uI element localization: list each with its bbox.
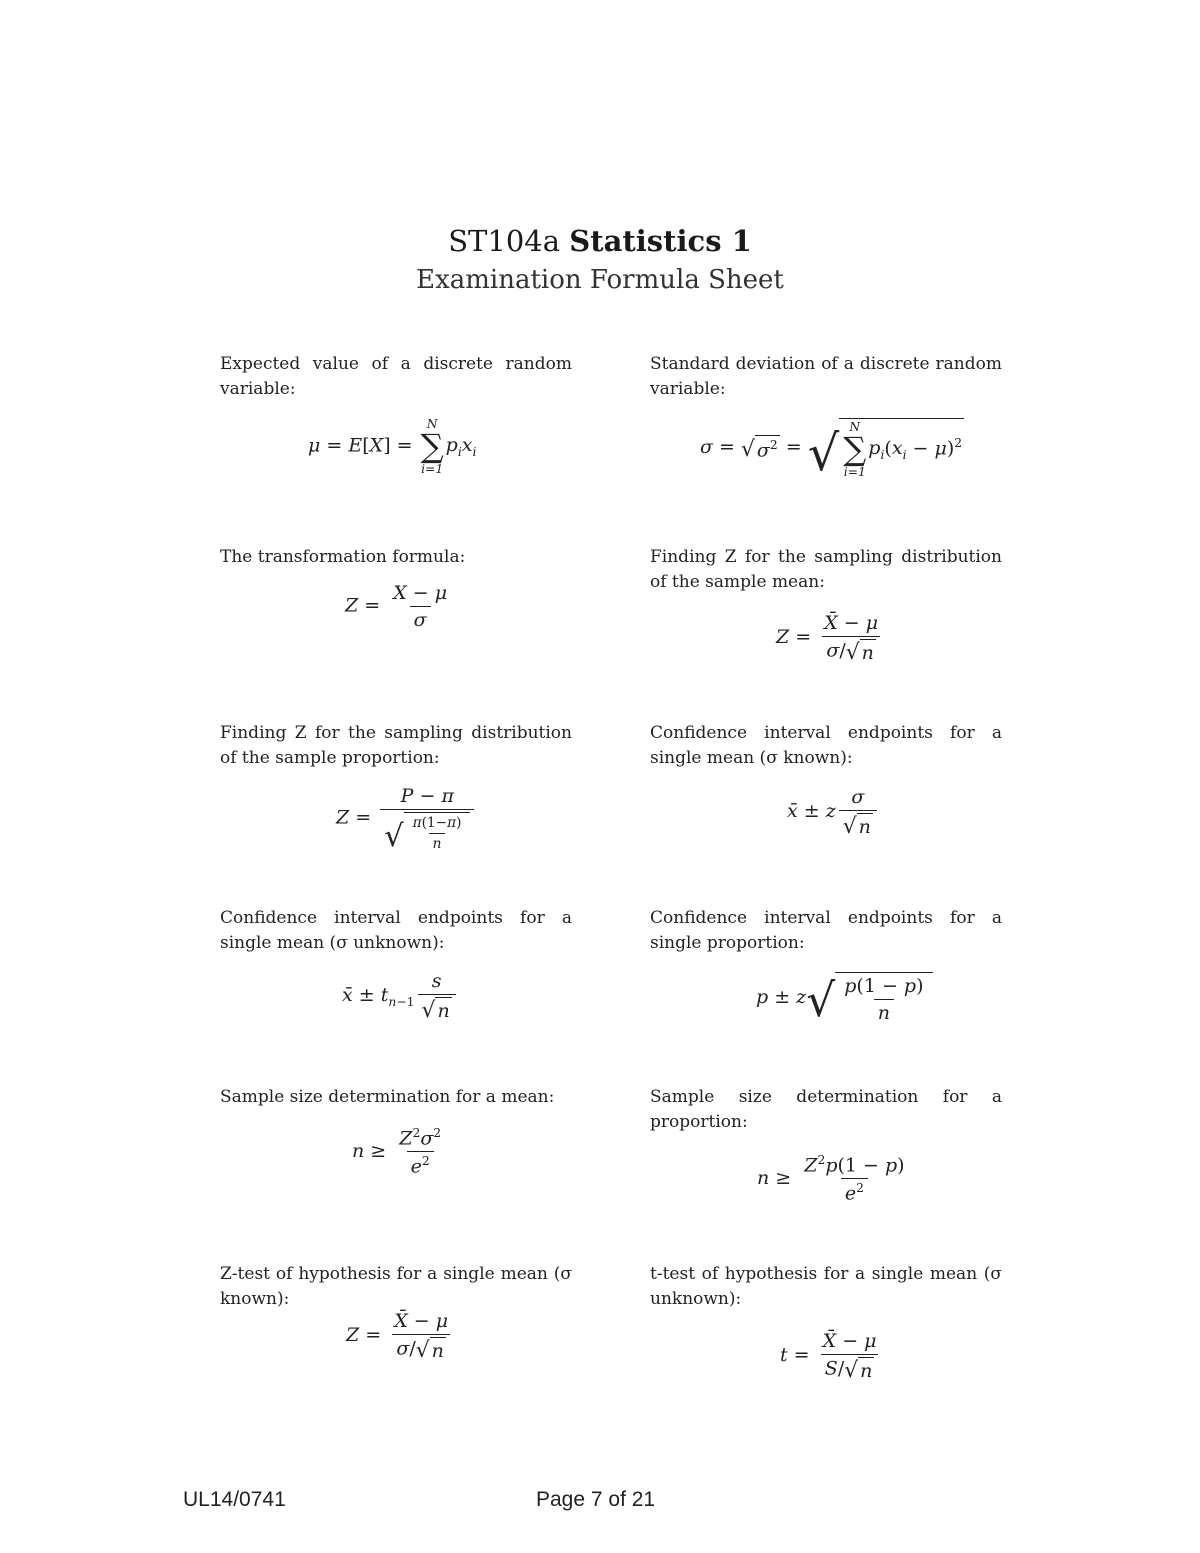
z-sample-proportion-formula: Z = P − π √ $\frac{\pi(1-\pi)}{n}$ [336,785,477,852]
std-dev-label: Standard deviation of a discrete random variable: [650,354,1002,399]
ci-mean-unknown-formula: x̄ ± $t_{n-1}$ s √ n [342,970,459,1022]
expected-value-label: Expected value of a discrete random variable: [220,354,572,399]
std-dev-section [650,352,1002,402]
z-test-label: Z-test of hypothesis for a single mean (σ known): [220,1264,572,1309]
ci-proportion-formula: p ± z √ $\frac{p(1 - p)}{n}$ [756,972,933,1024]
sample-size-proportion-section [650,1085,1002,1135]
sample-size-proportion-label: Sample size determination for a proportion: [650,1087,1002,1132]
page-number: Page 7 of 21 [536,1488,656,1511]
title-code: ST104a [448,224,570,258]
page-subtitle: Examination Formula Sheet [416,265,784,295]
ci-mean-unknown-section [220,906,572,956]
expected-value-section [220,352,572,402]
ci-mean-known-formula: x̄ ± z σ √ n [787,786,880,838]
transformation-formula: Z = $\frac{X - \mu}{\sigma}$ [345,582,448,631]
ci-mean-unknown-label: Confidence interval endpoints for a single mean (σ unknown): [220,908,572,953]
expected-value-formula: μ = E[X] = N ∑ i=1 $p_ix_i$ [308,417,477,476]
std-dev-formula: σ = √ $\sigma^2$ = √ N ∑ i=1 $p_i(x_i - \mu)^2$ [700,420,963,482]
sample-size-proportion-formula: n ≥ $\frac{Z^2p(1 - p)}{e^2}$ [757,1153,905,1205]
z-test-section [220,1262,572,1312]
transformation-label: The transformation formula: [220,547,466,567]
z-sample-mean-label: Finding Z for the sampling distribution of the sample mean: [650,547,1002,592]
transformation-section [220,545,572,570]
t-test-section [650,1262,1002,1312]
z-sample-mean-formula: Z = X̄ − μ σ/ √ n [776,612,879,666]
page-title [0,222,1200,260]
ci-mean-known-label: Confidence interval endpoints for a single mean (σ known): [650,723,1002,768]
z-sample-proportion-section [220,721,572,771]
z-sample-mean-section [650,545,1002,595]
ci-mean-known-section [650,721,1002,771]
sample-size-mean-label: Sample size determination for a mean: [220,1087,555,1107]
header [0,222,1200,300]
sample-size-mean-formula: n ≥ $\frac{Z^2\sigma^2}{e^2}$ [352,1126,442,1178]
ci-proportion-section [650,906,1002,956]
sample-size-mean-section [220,1085,572,1110]
t-test-formula: t = X̄ − μ S/ √ n [780,1330,877,1384]
document-id: UL14/0741 [183,1488,286,1511]
title-name: Statistics 1 [569,224,752,258]
z-test-formula: Z = X̄ − μ σ/ √ n [346,1310,449,1364]
ci-proportion-label: Confidence interval endpoints for a single proportion: [650,908,1002,953]
t-test-label: t-test of hypothesis for a single mean (σ unknown): [650,1264,1002,1309]
z-sample-proportion-label: Finding Z for the sampling distribution of the sample proportion: [220,723,572,768]
